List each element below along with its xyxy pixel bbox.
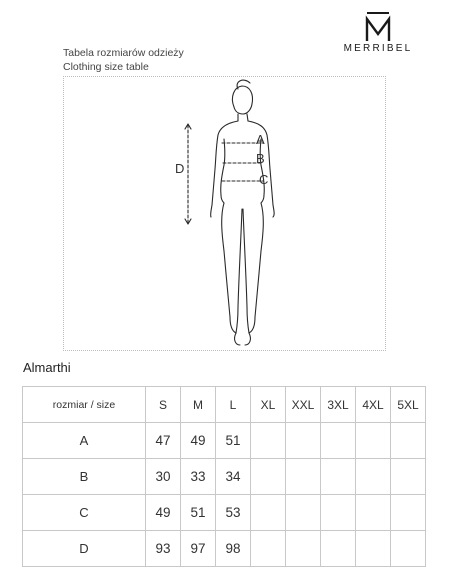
size-header: 3XL — [321, 387, 356, 423]
table-cell — [286, 423, 321, 459]
body-outline-illustration — [64, 77, 387, 352]
marker-b-label: B — [256, 151, 265, 166]
table-cell — [286, 495, 321, 531]
table-cell: 49 — [146, 495, 181, 531]
table-cell — [251, 423, 286, 459]
table-cell: 47 — [146, 423, 181, 459]
table-cell — [251, 531, 286, 567]
table-cell — [391, 531, 426, 567]
brand-mark-icon — [365, 12, 391, 42]
row-label: C — [23, 495, 146, 531]
marker-a-label: A — [256, 132, 265, 147]
table-cell — [321, 495, 356, 531]
table-cell: 98 — [216, 531, 251, 567]
table-cell — [391, 495, 426, 531]
heading-english: Clothing size table — [63, 61, 149, 73]
table-cell — [321, 531, 356, 567]
header-label: rozmiar / size — [23, 387, 146, 423]
table-cell: 51 — [181, 495, 216, 531]
brand-logo — [330, 12, 426, 54]
row-label: D — [23, 531, 146, 567]
size-header: XL — [251, 387, 286, 423]
table-row — [23, 531, 426, 567]
table-cell: 33 — [181, 459, 216, 495]
heading-polish: Tabela rozmiarów odzieży — [63, 47, 184, 59]
table-cell: 49 — [181, 423, 216, 459]
table-row — [23, 495, 426, 531]
size-table — [22, 386, 426, 567]
table-row — [23, 423, 426, 459]
size-header: M — [181, 387, 216, 423]
row-label: A — [23, 423, 146, 459]
table-cell: 51 — [216, 423, 251, 459]
measurement-figure-frame — [63, 76, 386, 351]
brand-name: MERRIBEL — [343, 43, 413, 54]
table-cell — [251, 459, 286, 495]
page-heading — [63, 46, 184, 74]
table-header-row — [23, 387, 426, 423]
table-cell — [391, 459, 426, 495]
table-cell: 34 — [216, 459, 251, 495]
product-name: Almarthi — [23, 360, 71, 375]
table-cell — [286, 531, 321, 567]
table-cell — [356, 495, 391, 531]
table-cell — [391, 423, 426, 459]
marker-c-label: C — [259, 172, 269, 187]
table-cell — [286, 459, 321, 495]
table-cell — [356, 459, 391, 495]
size-header: 5XL — [391, 387, 426, 423]
size-header: S — [146, 387, 181, 423]
row-label: B — [23, 459, 146, 495]
table-row — [23, 459, 426, 495]
table-cell — [251, 495, 286, 531]
size-header: L — [216, 387, 251, 423]
table-cell — [356, 531, 391, 567]
size-header: 4XL — [356, 387, 391, 423]
marker-d-label: D — [175, 161, 185, 176]
table-cell — [321, 459, 356, 495]
table-cell: 97 — [181, 531, 216, 567]
table-cell — [321, 423, 356, 459]
table-cell: 30 — [146, 459, 181, 495]
size-header: XXL — [286, 387, 321, 423]
table-cell: 53 — [216, 495, 251, 531]
table-cell: 93 — [146, 531, 181, 567]
table-cell — [356, 423, 391, 459]
